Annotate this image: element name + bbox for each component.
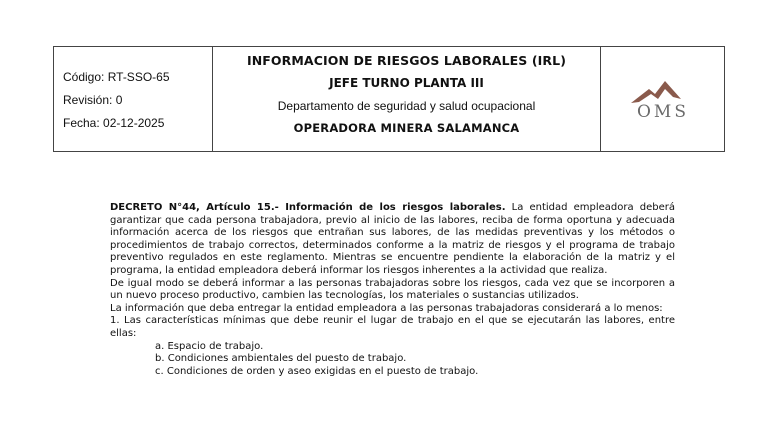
sub-item-a: a. Espacio de trabajo. bbox=[155, 340, 264, 352]
department-name: Departamento de seguridad y salud ocupacional bbox=[277, 99, 536, 113]
document-header bbox=[53, 46, 725, 152]
paragraph-decree bbox=[110, 202, 675, 278]
sub-item-c: c. Condiciones de orden y aseo exigidas en el puesto de trabajo. bbox=[155, 365, 479, 377]
document-body bbox=[110, 202, 675, 378]
company-logo bbox=[601, 47, 724, 151]
mountain-logo-icon bbox=[621, 77, 705, 121]
sub-item-b: b. Condiciones ambientales del puesto de trabajo. bbox=[155, 353, 407, 365]
document-revision: Revisión: 0 bbox=[63, 93, 123, 107]
list-item-1: 1. Las características mínimas que debe reunir el lugar de trabajo en el que se ejecutarán las labores, entre ellas: bbox=[110, 315, 675, 339]
document-code: Código: RT-SSO-65 bbox=[63, 70, 170, 84]
paragraph-3: La información que deba entregar la entidad empleadora a las personas trabajadoras considerará a lo menos: bbox=[110, 302, 663, 314]
paragraph-2: De igual modo se deberá informar a las personas trabajadoras sobre los riesgos, cada vez que se incorporen a un nuevo proceso productivo, cambien las tecnologías, los materiales o sustancias utilizados. bbox=[110, 277, 675, 302]
document-titles bbox=[213, 47, 601, 151]
document-date: Fecha: 02-12-2025 bbox=[63, 116, 165, 130]
decree-heading: DECRETO N°44, Artículo 15.- Información de los riesgos laborales. bbox=[110, 202, 506, 213]
document-subtitle: JEFE TURNO PLANTA III bbox=[329, 76, 484, 90]
svg-text:OMS: OMS bbox=[636, 102, 689, 121]
document-meta bbox=[54, 47, 213, 151]
document-title: INFORMACION DE RIESGOS LABORALES (IRL) bbox=[246, 53, 567, 68]
paragraph-1-text: La entidad empleadora deberá garantizar que cada persona trabajadora, previo al inicio de las labores, reciba de forma oportuna y adecuada información acerca de los riesgos que entrañan sus labores, de las medidas preventivas y los métodos o procedimientos de trabajo correctos, determinados conforme a la matriz de riesgos y el programa de trabajo preventivo regulados en este reglamento. Mientras se encuentre pendiente la elaboración de la matriz y el programa, la entidad empleadora deberá informar los riesgos inherentes a la actividad que realiza. bbox=[110, 202, 676, 276]
company-name: OPERADORA MINERA SALAMANCA bbox=[293, 121, 520, 135]
